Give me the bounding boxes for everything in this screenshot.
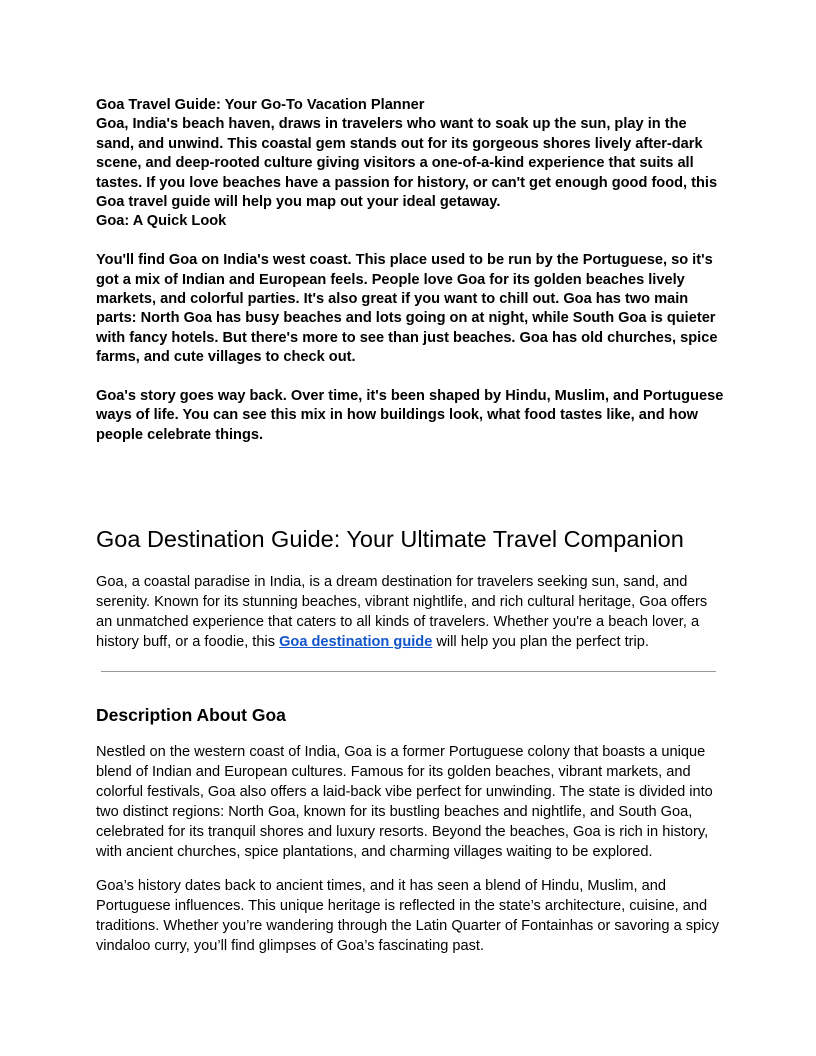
quick-look-paragraph-1: You'll find Goa on India's west coast. This place used to be run by the Portuguese, so it's got a mix of Indian and European feels. People love Goa for its golden beaches lively markets, and colorful parties. It's also great if you want to chill out. Goa has two main parts: North Goa has busy beaches and lots going on at night, while South Goa is quieter with fancy hotels. But there's more to see than just beaches. Goa has old churches, spice farms, and cute villages to check out.	[96, 252, 718, 366]
spacer	[96, 232, 726, 251]
quick-look-heading: Goa: A Quick Look	[96, 213, 227, 230]
intro-text-after-link: will help you plan the perfect trip.	[432, 634, 649, 650]
document-page	[96, 96, 726, 954]
top-section	[96, 96, 726, 445]
spacer	[96, 368, 726, 387]
intro-paragraph: Goa, India's beach haven, draws in travelers who want to soak up the sun, play in the sand, and unwind. This coastal gem stands out for its gorgeous shores lively after-dark scene, and deep-rooted culture giving visitors a one-of-a-kind experience that suits all tastes. If you love beaches have a passion for history, or can't get enough good food, this Goa travel guide will help you map out your ideal getaway.	[96, 116, 718, 211]
horizontal-divider	[101, 671, 716, 672]
goa-destination-guide-link[interactable]: Goa destination guide	[279, 634, 433, 650]
document-title: Goa Travel Guide: Your Go-To Vacation Planner	[96, 97, 425, 113]
description-paragraph-1: Nestled on the western coast of India, Goa is a former Portuguese colony that boasts a unique blend of Indian and European cultures. Famous for its golden beaches, vibrant markets, and colorful festivals, Goa also offers a laid-back vibe perfect for unwinding. The state is divided into two distinct regions: North Goa, known for its bustling beaches and nightlife, and South Goa, celebrated for its tranquil shores and luxury resorts. Beyond the beaches, Goa is rich in history, with ancient churches, spice plantations, and charming villages waiting to be explored.	[96, 744, 713, 860]
quick-look-paragraph-2: Goa's story goes way back. Over time, it's been shaped by Hindu, Muslim, and Portuguese ways of life. You can see this mix in how buildings look, what food tastes like, and how people celebrate things.	[96, 388, 724, 443]
intro-text-before-link: Goa, a coastal paradise in India, is a dream destination for travelers seeking sun, sand, and serenity. Known for its stunning beaches, vibrant nightlife, and rich cultural heritage, Goa offers an unmatched experience that caters to all kinds of travelers. Whether you're a beach lover, a history buff, or a foodie, this	[96, 574, 708, 650]
main-heading: Goa Destination Guide: Your Ultimate Travel Companion	[96, 526, 684, 552]
main-intro-paragraph	[96, 572, 726, 652]
description-paragraph-2: Goa’s history dates back to ancient times, and it has seen a blend of Hindu, Muslim, and Portuguese influences. This unique heritage is reflected in the state’s architecture, cuisine, and traditions. Whether you’re wandering through the Latin Quarter of Fontainhas or savoring a spicy vindaloo curry, you’ll find glimpses of Goa’s fascinating past.	[96, 878, 720, 954]
description-heading: Description About Goa	[96, 705, 286, 725]
